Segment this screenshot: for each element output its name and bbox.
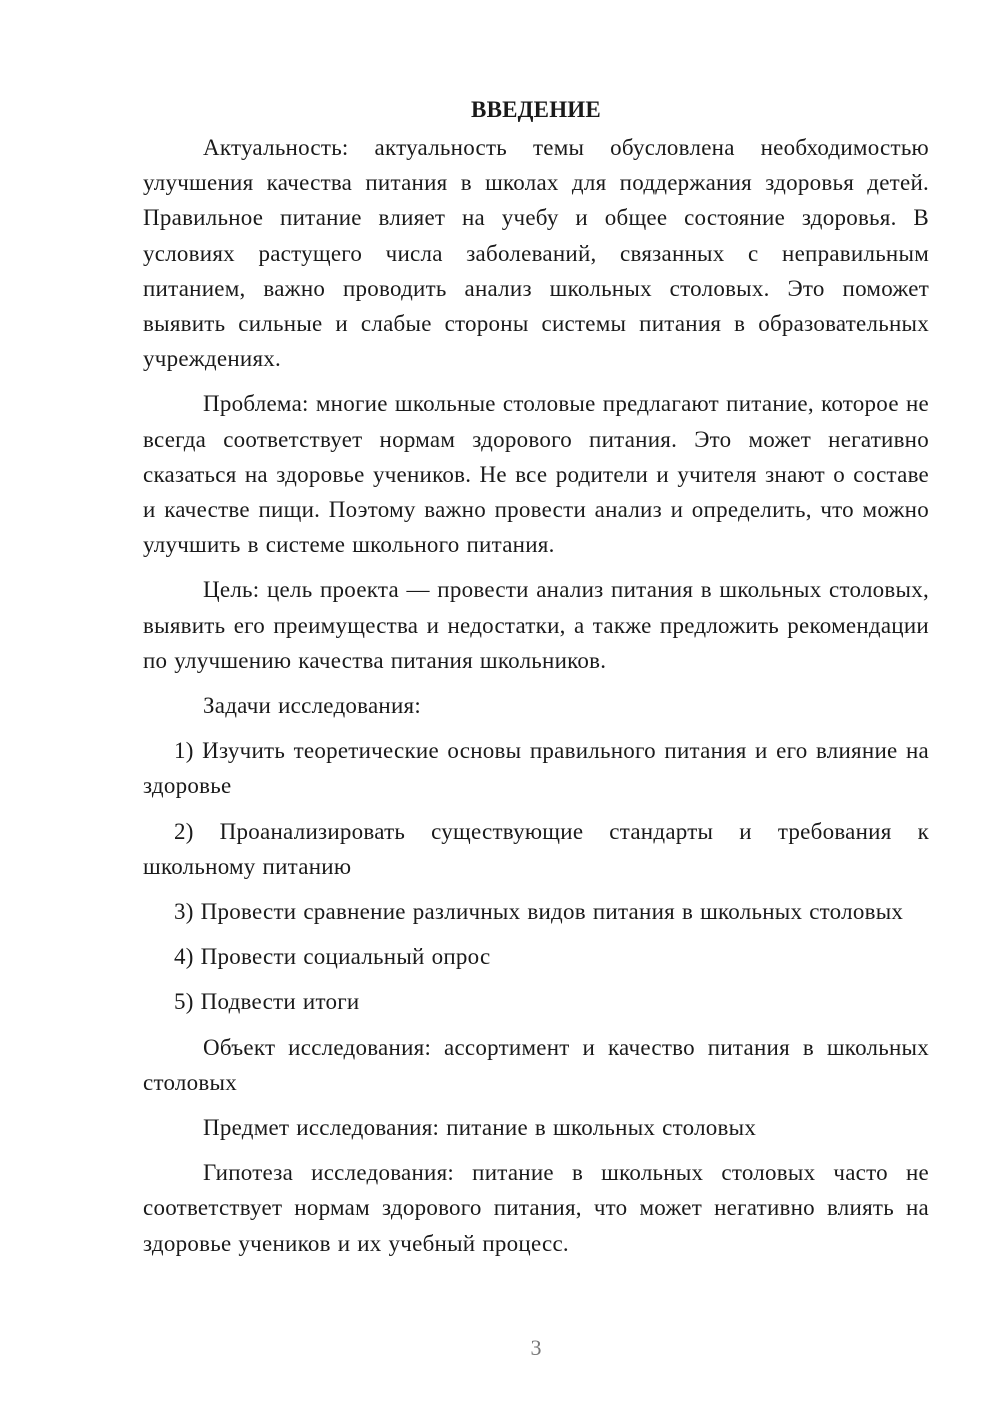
task-item-2: 2) Проанализировать существующие стандарты и требования к школьному питанию: [143, 818, 929, 879]
task-item-5: 5) Подвести итоги: [174, 989, 360, 1015]
task-item-3: 3) Провести сравнение различных видов питания в школьных столовых: [174, 899, 904, 925]
relevance-paragraph: Актуальность: актуальность темы обусловлена необходимостью улучшения качества питания в школах для поддержания здоровья детей. Правильное питание влияет на учебу и общее состояние здоровья. В условиях растущего числа заболеваний, связанных с неправильным питанием, важно проводить анализ школьных столовых. Это поможет выявить сильные и слабые стороны системы питания в образовательных учреждениях.: [143, 135, 929, 372]
task-item-1: 1) Изучить теоретические основы правильного питания и его влияние на здоровье: [143, 738, 929, 799]
tasks-list: [143, 733, 929, 1019]
hypothesis-paragraph: Гипотеза исследования: питание в школьных столовых часто не соответствует нормам здорового питания, что может негативно влиять на здоровье учеников и их учебный процесс.: [143, 1160, 929, 1256]
research-object-paragraph: Объект исследования: ассортимент и качество питания в школьных столовых: [143, 1034, 929, 1095]
document-page: [143, 92, 929, 1271]
research-subject-paragraph: Предмет исследования: питание в школьных столовых: [203, 1115, 757, 1141]
task-item-4: 4) Провести социальный опрос: [174, 944, 491, 970]
tasks-intro: Задачи исследования:: [203, 693, 422, 719]
section-heading: ВВЕДЕНИЕ: [471, 97, 601, 122]
goal-paragraph: Цель: цель проекта — провести анализ питания в школьных столовых, выявить его преимущества и недостатки, а также предложить рекомендации по улучшению качества питания школьников.: [143, 577, 929, 673]
page-number: 3: [530, 1335, 542, 1360]
problem-paragraph: Проблема: многие школьные столовые предлагают питание, которое не всегда соответствует нормам здорового питания. Это может негативно сказаться на здоровье учеников. Не все родители и учителя знают о составе и качестве пищи. Поэтому важно провести анализ и определить, что можно улучшить в системе школьного питания.: [143, 391, 929, 558]
